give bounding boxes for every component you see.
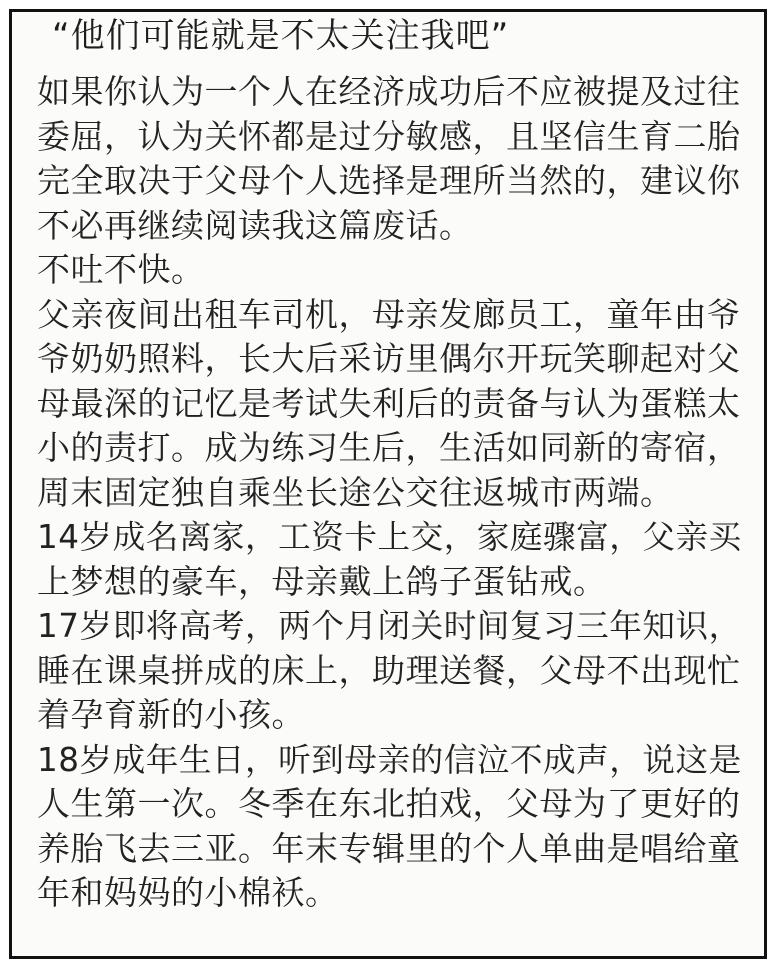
text-line: 17岁即将高考，两个月闭关时间复习三年知识， bbox=[37, 607, 742, 645]
text-line: 人生第一次。冬季在东北拍戏，父母为了更好的 bbox=[37, 784, 741, 823]
text-line: 14岁成名离家，工资卡上交，家庭骤富，父亲买 bbox=[37, 518, 742, 556]
text-line: 着孕育新的小孩。 bbox=[37, 695, 305, 734]
text-line: 完全取决于父母个人选择是理所当然的，建议你 bbox=[37, 161, 741, 200]
body-text bbox=[37, 70, 749, 916]
text-line: 父亲夜间出租车司机，母亲发廊员工，童年由爷 bbox=[37, 294, 741, 334]
page-title: “他们可能就是不太关注我吧” bbox=[52, 16, 510, 56]
text-line: 不吐不快。 bbox=[37, 250, 205, 289]
text-line: 爷奶奶照料，长大后采访里偶尔开玩笑聊起对父 bbox=[37, 339, 741, 378]
text-line: 周末固定独自乘坐长途公交往返城市两端。 bbox=[37, 472, 674, 512]
text-line: 如果你认为一个人在经济成功后不应被提及过往 bbox=[37, 72, 741, 111]
text-line: 18岁成年生日，听到母亲的信泣不成声，说这是 bbox=[37, 740, 742, 779]
text-line: 养胎飞去三亚。年末专辑里的个人单曲是唱给童 bbox=[37, 828, 741, 868]
text-line: 年和妈妈的小棉袄。 bbox=[37, 873, 339, 912]
text-line: 不必再继续阅读我这篇废话。 bbox=[37, 205, 473, 245]
text-line: 母最深的记忆是考试失利后的责备与认为蛋糕太 bbox=[37, 383, 741, 423]
text-line: 上梦想的豪车，母亲戴上鸽子蛋钻戒。 bbox=[37, 561, 607, 601]
text-line: 睡在课桌拼成的床上，助理送餐，父母不出现忙 bbox=[37, 650, 741, 690]
text-line: 小的责打。成为练习生后，生活如同新的寄宿， bbox=[37, 428, 741, 467]
text-frame bbox=[9, 9, 767, 959]
text-line: 委屈，认为关怀都是过分敏感，且坚信生育二胎 bbox=[37, 116, 741, 156]
